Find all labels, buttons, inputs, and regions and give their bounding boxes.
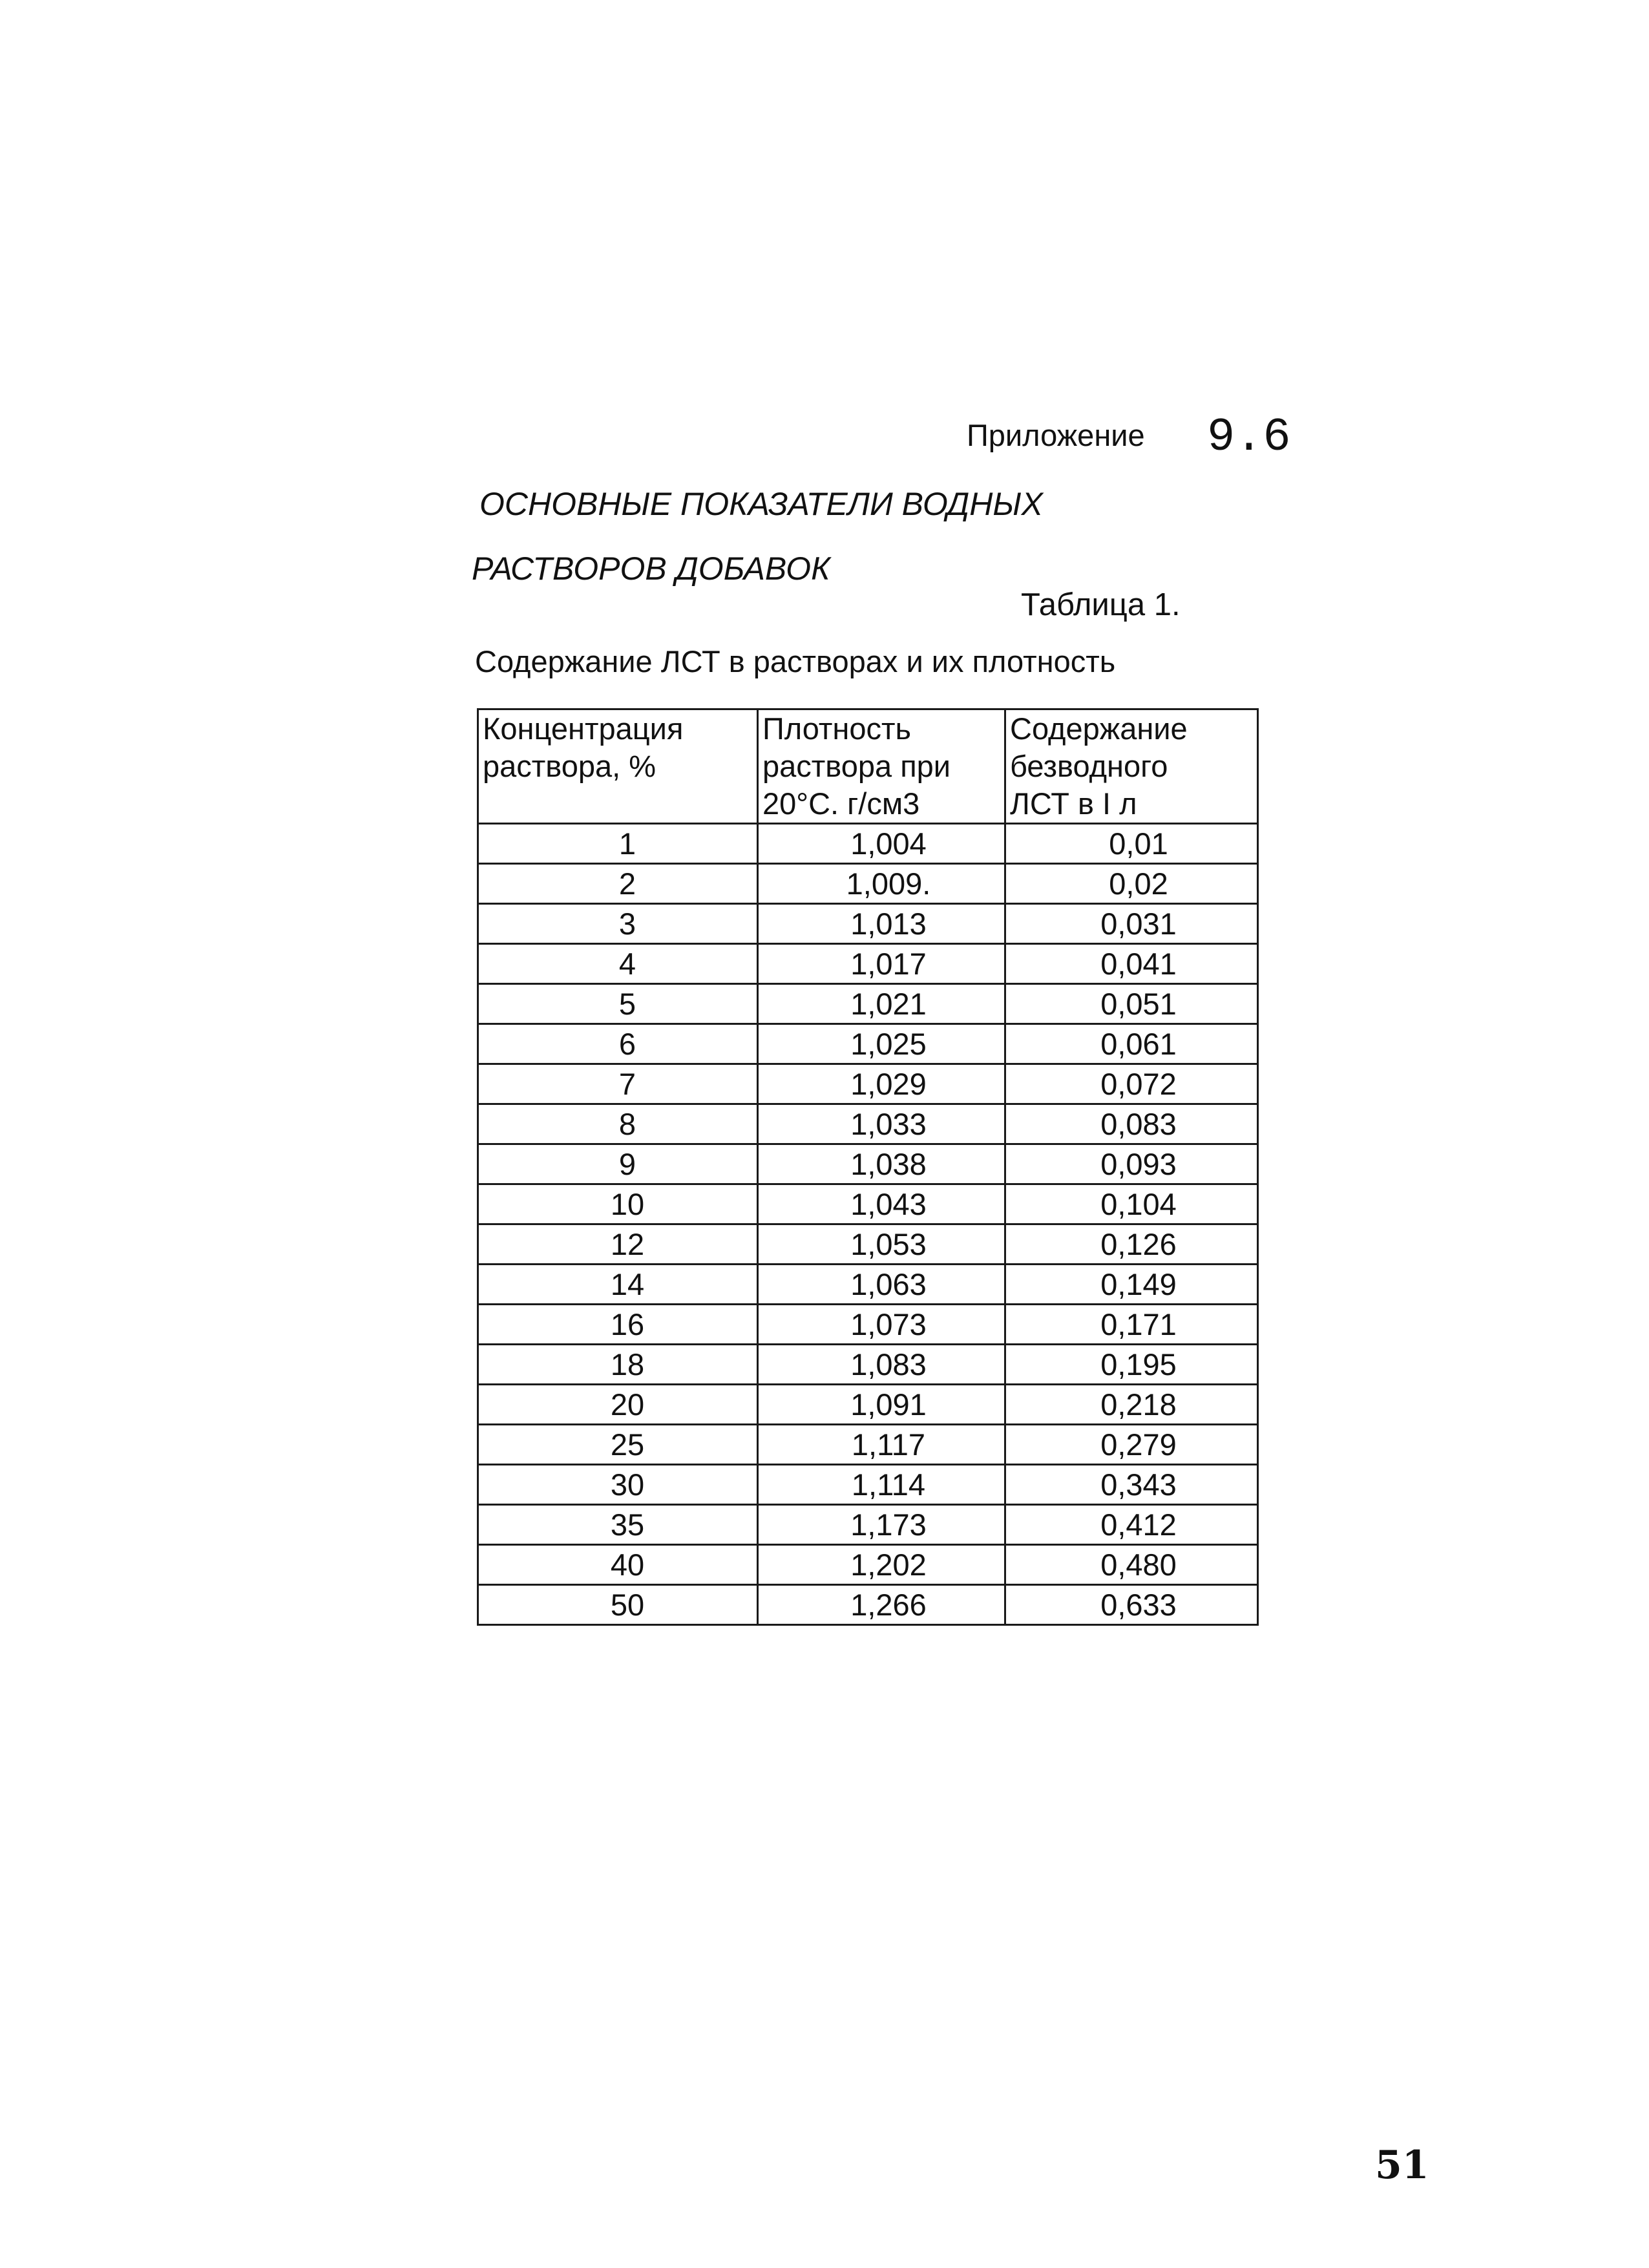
table-row [478, 1265, 1258, 1305]
lst-content-cell: 0,02 [1005, 864, 1258, 904]
concentration-cell: 2 [478, 864, 758, 904]
table-row [478, 1385, 1258, 1425]
density-cell: 1,017 [758, 944, 1005, 984]
table-row [478, 1144, 1258, 1184]
lst-content-cell: 0,093 [1005, 1144, 1258, 1184]
header-text-line: безводного [1010, 749, 1168, 783]
concentration-cell: 4 [478, 944, 758, 984]
lst-content-cell: 0,195 [1005, 1345, 1258, 1385]
table-number-label: Таблица 1. [1021, 587, 1181, 622]
page-number: 51 [1375, 2143, 1429, 2188]
header-anhydrous-content [1005, 709, 1258, 824]
lst-content-cell: 0,031 [1005, 904, 1258, 944]
density-cell: 1,033 [758, 1104, 1005, 1144]
table-row [478, 1505, 1258, 1545]
density-cell: 1,083 [758, 1345, 1005, 1385]
header-text-line: Плотность [762, 711, 911, 746]
table-row [478, 1465, 1258, 1505]
lst-content-cell: 0,633 [1005, 1585, 1258, 1625]
table-row [478, 1345, 1258, 1385]
lst-content-cell: 0,171 [1005, 1305, 1258, 1345]
table-row [478, 824, 1258, 864]
header-density [758, 709, 1005, 824]
table-row [478, 944, 1258, 984]
lst-content-cell: 0,083 [1005, 1104, 1258, 1144]
concentration-cell: 10 [478, 1184, 758, 1224]
lst-content-cell: 0,218 [1005, 1385, 1258, 1425]
header-text-line: 20°С. г/см3 [762, 786, 920, 821]
concentration-cell: 30 [478, 1465, 758, 1505]
header-text-line: Концентрация [483, 711, 684, 746]
header-text-line: раствора, % [483, 749, 656, 783]
table-row [478, 864, 1258, 904]
concentration-cell: 9 [478, 1144, 758, 1184]
header-text-line: раствора при [762, 749, 951, 783]
density-cell: 1,009. [758, 864, 1005, 904]
table-row [478, 1224, 1258, 1265]
table-header-row [478, 709, 1258, 824]
lst-content-cell: 0,480 [1005, 1545, 1258, 1585]
lst-content-cell: 0,061 [1005, 1024, 1258, 1064]
density-cell: 1,091 [758, 1385, 1005, 1425]
lst-content-cell: 0,149 [1005, 1265, 1258, 1305]
lst-density-table [477, 708, 1259, 1626]
concentration-cell: 14 [478, 1265, 758, 1305]
lst-content-cell: 0,343 [1005, 1465, 1258, 1505]
concentration-cell: 40 [478, 1545, 758, 1585]
density-cell: 1,117 [758, 1425, 1005, 1465]
header-concentration [478, 709, 758, 824]
density-cell: 1,013 [758, 904, 1005, 944]
concentration-cell: 5 [478, 984, 758, 1024]
title-line-1: ОСНОВНЫЕ ПОКАЗАТЕЛИ ВОДНЫХ [479, 486, 1044, 522]
lst-content-cell: 0,01 [1005, 824, 1258, 864]
table-row [478, 1425, 1258, 1465]
density-cell: 1,021 [758, 984, 1005, 1024]
density-cell: 1,029 [758, 1064, 1005, 1104]
appendix-label: Приложение [967, 418, 1145, 452]
concentration-cell: 35 [478, 1505, 758, 1545]
lst-content-cell: 0,051 [1005, 984, 1258, 1024]
density-cell: 1,038 [758, 1144, 1005, 1184]
title-line-2: РАСТВОРОВ ДОБАВОК [472, 551, 830, 587]
density-cell: 1,073 [758, 1305, 1005, 1345]
lst-content-cell: 0,126 [1005, 1224, 1258, 1265]
appendix-number: 9.6 [1207, 411, 1291, 464]
concentration-cell: 1 [478, 824, 758, 864]
density-cell: 1,063 [758, 1265, 1005, 1305]
appendix-heading [967, 411, 1303, 469]
table-row [478, 1545, 1258, 1585]
concentration-cell: 3 [478, 904, 758, 944]
concentration-cell: 7 [478, 1064, 758, 1104]
lst-content-cell: 0,412 [1005, 1505, 1258, 1545]
density-cell: 1,043 [758, 1184, 1005, 1224]
table-caption: Содержание ЛСТ в растворах и их плотность [475, 644, 1116, 678]
header-text-line: ЛСТ в I л [1010, 786, 1137, 821]
table-row [478, 1024, 1258, 1064]
table-row [478, 1064, 1258, 1104]
document-title [472, 472, 1190, 601]
table-row [478, 1585, 1258, 1625]
concentration-cell: 16 [478, 1305, 758, 1345]
concentration-cell: 25 [478, 1425, 758, 1465]
density-cell: 1,025 [758, 1024, 1005, 1064]
concentration-cell: 12 [478, 1224, 758, 1265]
density-cell: 1,266 [758, 1585, 1005, 1625]
concentration-cell: 20 [478, 1385, 758, 1425]
header-text-line: Содержание [1010, 711, 1188, 746]
table-row [478, 1184, 1258, 1224]
density-cell: 1,173 [758, 1505, 1005, 1545]
concentration-cell: 50 [478, 1585, 758, 1625]
lst-content-cell: 0,041 [1005, 944, 1258, 984]
lst-content-cell: 0,104 [1005, 1184, 1258, 1224]
density-cell: 1,114 [758, 1465, 1005, 1505]
table-row [478, 1104, 1258, 1144]
concentration-cell: 18 [478, 1345, 758, 1385]
concentration-cell: 8 [478, 1104, 758, 1144]
table-row [478, 904, 1258, 944]
density-cell: 1,202 [758, 1545, 1005, 1585]
table-row [478, 1305, 1258, 1345]
concentration-cell: 6 [478, 1024, 758, 1064]
lst-content-cell: 0,072 [1005, 1064, 1258, 1104]
table-row [478, 984, 1258, 1024]
density-cell: 1,004 [758, 824, 1005, 864]
lst-content-cell: 0,279 [1005, 1425, 1258, 1465]
density-cell: 1,053 [758, 1224, 1005, 1265]
